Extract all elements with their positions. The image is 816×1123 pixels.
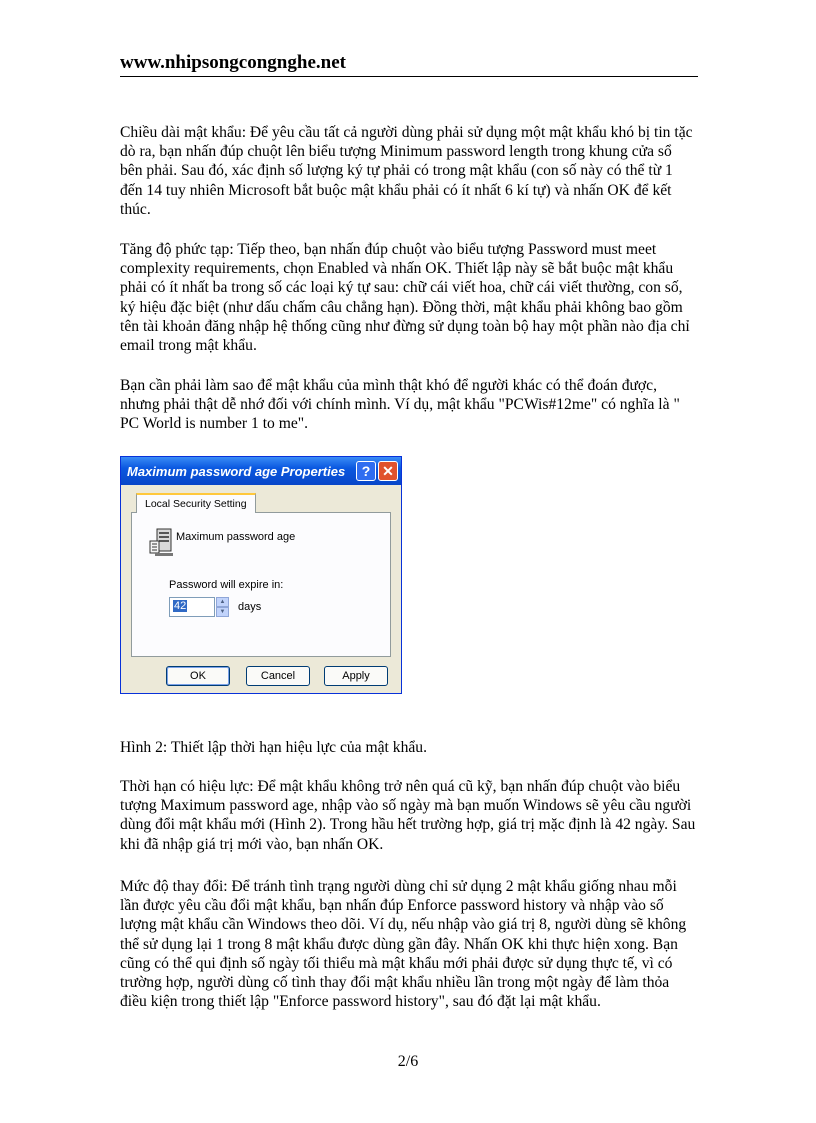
paragraph-password-length: Chiều dài mật khẩu: Để yêu cầu tất cả người dùng phải sử dụng một mật khẩu khó bị tin tặc dò ra, bạn nhấn đúp chuột lên biểu tượng Minimum password length trong khung cửa sổ bên phải. Sau đó, xác định số lượng ký tự phải có trong mật khẩu (con số này có thể từ 1 đến 14 tuy nhiên Microsoft bắt buộc mật khẩu phải có ít nhất 6 kí tự) và nhấn OK để kết thúc. bbox=[120, 124, 693, 218]
properties-dialog bbox=[120, 456, 402, 694]
page-number: 2/6 bbox=[397, 1053, 419, 1070]
figure-caption: Hình 2: Thiết lập thời hạn hiệu lực của mật khẩu. bbox=[120, 739, 427, 756]
close-button[interactable]: ✕ bbox=[378, 461, 398, 481]
paragraph-complexity: Tăng độ phức tạp: Tiếp theo, bạn nhấn đúp chuột vào biểu tượng Password must meet complexity requirements, chọn Enabled và nhấn OK. Thiết lập này sẽ bắt buộc mật khẩu phải có ít nhất ba trong số các loại ký tự sau: chữ cái viết hoa, chữ cái viết thường, con số, ký hiệu đặc biệt (như dấu chấm câu chẳng hạn). Đồng thời, mật khẩu phải không bao gồm tên tài khoản đăng nhập hệ thống cũng như đừng sử dụng toàn bộ hay một phần nào địa chỉ email trong mật khẩu. bbox=[120, 241, 690, 355]
spin-down-icon[interactable]: ▼ bbox=[216, 607, 229, 617]
days-input[interactable] bbox=[169, 597, 215, 617]
tab-panel bbox=[131, 512, 391, 657]
days-spinner bbox=[216, 597, 229, 617]
expire-label: Password will expire in: bbox=[169, 579, 284, 591]
cancel-button[interactable]: Cancel bbox=[246, 666, 310, 686]
site-header: www.nhipsongcongnghe.net bbox=[120, 52, 698, 77]
spin-up-icon[interactable]: ▲ bbox=[216, 597, 229, 607]
tab-local-security-setting[interactable]: Local Security Setting bbox=[136, 493, 256, 513]
days-value: 42 bbox=[174, 600, 187, 612]
paragraph-history: Mức độ thay đổi: Để tránh tình trạng người dùng chỉ sử dụng 2 mật khẩu giống nhau mỗi lần được yêu cầu đổi mật khẩu, bạn nhấn đúp Enforce password history và nhập vào số lượng mật khẩu cần Windows theo dõi. Ví dụ, nếu nhập vào giá trị 8, người dùng sẽ không thể sử dụng lại 1 trong 8 mật khẩu được dùng gần đây. Nhấn OK khi thực hiện xong. Bạn cũng có thể qui định số ngày tối thiểu mà mật khẩu mới phải được sử dụng thực tế, vì có trường hợp, người dùng cố tình thay đổi mật khẩu nhiều lần trong một ngày để làm thỏa điều kiện trong thiết lập "Enforce password history", sau đó đặt lại mật khẩu. bbox=[120, 878, 687, 1011]
paragraph-max-age: Thời hạn có hiệu lực: Để mật khẩu không trở nên quá cũ kỹ, bạn nhấn đúp chuột vào biểu tượng Maximum password age, nhập vào số ngày mà bạn muốn Windows sẽ yêu cầu người dùng đổi mật khẩu mới (Hình 2). Trong hầu hết trường hợp, giá trị mặc định là 42 ngày. Sau khi đã nhập giá trị mới vào, bạn nhấn OK. bbox=[120, 778, 696, 853]
days-unit-label: days bbox=[238, 601, 262, 613]
paragraph-memorable: Bạn cần phải làm sao để mật khẩu của mình thật khó để người khác có thể đoán được, nhưng phải thật dễ nhớ đối với chính mình. Ví dụ, mật khẩu "PCWis#12me" có nghĩa là " PC World is number 1 to me". bbox=[120, 377, 680, 433]
ok-button[interactable]: OK bbox=[166, 666, 230, 686]
policy-name: Maximum password age bbox=[176, 531, 296, 543]
server-icon bbox=[148, 527, 174, 557]
help-button[interactable]: ? bbox=[356, 461, 376, 481]
title-buttons bbox=[356, 461, 398, 481]
apply-button[interactable]: Apply bbox=[324, 666, 388, 686]
dialog-title: Maximum password age Properties bbox=[127, 463, 346, 479]
dialog-titlebar[interactable] bbox=[121, 457, 401, 485]
